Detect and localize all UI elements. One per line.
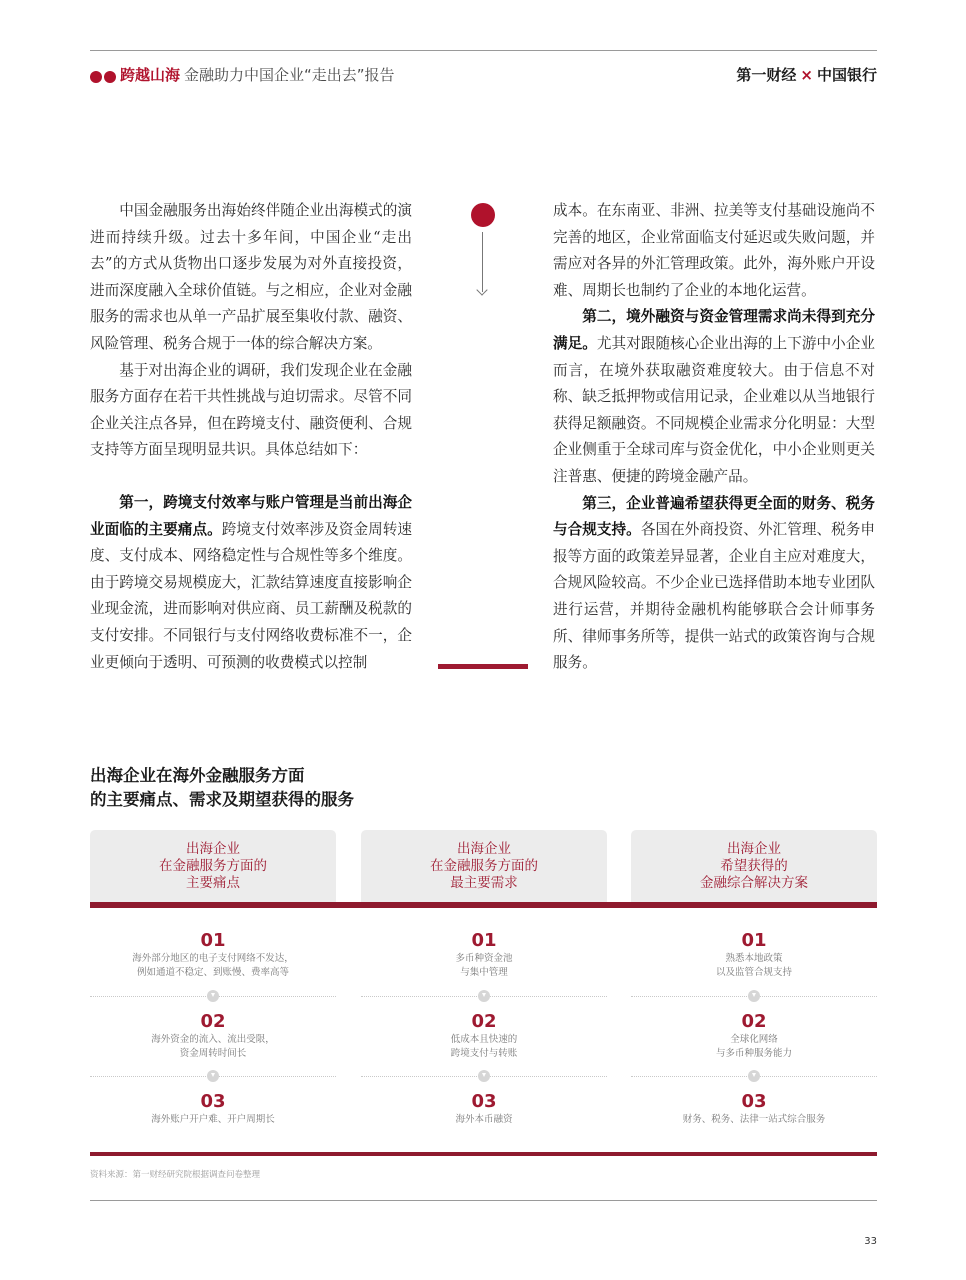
column-header-line: 出海企业: [186, 840, 240, 857]
brand-credit: [736, 64, 877, 85]
column-header-line: 主要痛点: [186, 874, 240, 891]
item-number: 03: [741, 1091, 767, 1112]
item-number: 01: [741, 930, 767, 951]
article-left-column: [90, 198, 412, 676]
chevron-down-icon: [748, 990, 760, 1002]
brand-yicai: 第一财经: [736, 66, 797, 84]
header-top-rule: [90, 50, 877, 51]
down-arrow-head-icon: [476, 284, 487, 295]
divider-dot-icon: [471, 203, 495, 227]
figure-title-line: 的主要痛点、需求及期望获得的服务: [90, 790, 354, 809]
figure-list-item: [361, 1091, 607, 1127]
column-header-line: 金融综合解决方案: [700, 874, 808, 891]
point-1-heading: 第一，跨境支付效率与账户管理是当前出海企业面临的主要痛点。: [90, 493, 412, 538]
column-header-line: 最主要需求: [450, 874, 518, 891]
paragraph: 中国金融服务出海始终伴随企业出海模式的演进而持续升级。过去十多年间，中国企业“走出去”的方式从货物出口逐步发展为对外直接投资，进而深度融入全球价值链。与之相应，企业对金融服务的需求也从单一产品扩展至集收付款、融资、风险管理、税务合规于一体的综合解决方案。: [90, 202, 412, 352]
footer-rule: [90, 1200, 877, 1201]
item-description: 跨境支付与转账: [450, 1048, 518, 1059]
figure-list-item: [90, 930, 336, 980]
item-number: 01: [200, 930, 226, 951]
item-description: 海外资金的流入、流出受限，: [151, 1034, 275, 1045]
chevron-down-icon: [478, 1070, 490, 1082]
figure-list-item: [631, 1091, 877, 1127]
brand-cross: ×: [800, 66, 813, 84]
paragraph: 基于对出海企业的调研，我们发现企业在金融服务方面存在若干共性挑战与迫切需求。尽管不同企业关注点各异，但在跨境支付、融资便利、合规支持等方面呈现明显共识。具体总结如下：: [90, 361, 412, 459]
point-2-heading: 第二，境外融资与资金管理需求尚未得到充分满足。: [553, 308, 875, 352]
item-number: 03: [471, 1091, 497, 1112]
item-description: 全球化网络: [730, 1034, 778, 1045]
item-description: 与多币种服务能力: [715, 1048, 792, 1059]
point-2-text: 尤其对跟随核心企业出海的上下游中小企业而言，在境外获取融资难度较大。由于信息不对称、缺乏抵押物或信用记录，企业难以从当地银行获得足额融资。不同规模企业需求分化明显：大型企业侧重于全球司库与资金优化，中小企业则更关注普惠、便捷的跨境金融产品。: [553, 334, 875, 485]
figure-list-item: [631, 930, 877, 980]
paragraph-point-2: [553, 304, 875, 490]
figure-column-body: [361, 908, 607, 1152]
point-1-text: 跨境支付效率涉及资金周转速度、支付成本、网络稳定性与合规性等多个维度。由于跨境交易规模庞大，汇款结算速度直接影响企业现金流，进而影响对供应商、员工薪酬及税款的支付安排。不同银行与支付网络收费标准不一，企业更倾向于透明、可预测的收费模式以控制: [90, 520, 412, 671]
item-number: 02: [471, 1011, 497, 1032]
point-3-text: 各国在外商投资、外汇管理、税务申报等方面的政策差异显著，企业自主应对难度大，合规风险较高。不少企业已选择借助本地专业团队进行运营，并期待金融机构能够联合会计师事务所、律师事务所等，提供一站式的政策咨询与合规服务。: [553, 521, 875, 672]
figure-list-item: [361, 1011, 607, 1061]
figure-column-header: [631, 830, 877, 902]
column-header-line: 出海企业: [727, 840, 781, 857]
figure-bottom-rule: [90, 1152, 877, 1156]
paragraph-point-1: [90, 490, 412, 676]
item-description: 以及监管合规支持: [715, 967, 792, 978]
paragraph-continued: 成本。在东南亚、非洲、拉美等支付基础设施尚不完善的地区，企业常面临支付延迟或失败问题，并需应对各异的外汇管理政策。此外，海外账户开设难、周期长也制约了企业的本地化运营。: [553, 202, 875, 299]
item-description: 资金周转时间长: [179, 1048, 247, 1059]
column-header-line: 出海企业: [457, 840, 511, 857]
item-number: 02: [741, 1011, 767, 1032]
item-description: 海外部分地区的电子支付网络不发达，: [132, 953, 294, 964]
figure-title-line: 出海企业在海外金融服务方面: [90, 766, 305, 785]
item-description: 例如通道不稳定、到账慢、费率高等: [136, 967, 289, 978]
figure-column-header: [90, 830, 336, 902]
column-header-line: 希望获得的: [720, 857, 788, 874]
report-title: [120, 64, 395, 85]
item-number: 03: [200, 1091, 226, 1112]
figure-header-rule: [90, 902, 877, 908]
item-number: 02: [200, 1011, 226, 1032]
divider-bar: [438, 664, 528, 669]
figure-list-item: [631, 1011, 877, 1061]
item-description: 熟悉本地政策: [725, 953, 783, 964]
report-title-bold: 跨越山海: [120, 66, 181, 84]
column-header-line: 在金融服务方面的: [430, 857, 538, 874]
item-description: 与集中管理: [460, 967, 508, 978]
item-number: 01: [471, 930, 497, 951]
item-description: 低成本且快速的: [450, 1034, 518, 1045]
figure-list-item: [90, 1011, 336, 1061]
chevron-down-icon: [207, 990, 219, 1002]
figure-source: 资料来源：第一财经研究院根据调查问卷整理: [90, 1170, 261, 1180]
figure-column-body: [90, 908, 336, 1152]
item-description: 海外本币融资: [455, 1114, 513, 1125]
item-description: 财务、税务、法律一站式综合服务: [682, 1114, 826, 1125]
logo-dots-icon: [90, 68, 118, 87]
column-header-line: 在金融服务方面的: [159, 857, 267, 874]
chevron-down-icon: [478, 990, 490, 1002]
report-title-sub: 金融助力中国企业“走出去”报告: [184, 66, 395, 84]
chevron-down-icon: [207, 1070, 219, 1082]
item-description: 海外账户开户难、开户周期长: [151, 1114, 275, 1125]
figure-list-item: [361, 930, 607, 980]
down-arrow-icon: [482, 232, 483, 292]
figure-list-item: [90, 1091, 336, 1127]
page-number: 33: [864, 1236, 877, 1247]
page-header: [90, 62, 877, 88]
figure-column-header: [361, 830, 607, 902]
brand-boc: 中国银行: [816, 66, 877, 84]
figure-column-body: [631, 908, 877, 1152]
paragraph-point-3: [553, 491, 875, 677]
figure-title: [90, 764, 354, 812]
chevron-down-icon: [748, 1070, 760, 1082]
item-description: 多币种资金池: [455, 953, 513, 964]
article-right-column: [553, 198, 875, 677]
point-3-heading: 第三，企业普遍希望获得更全面的财务、税务与合规支持。: [553, 494, 875, 539]
